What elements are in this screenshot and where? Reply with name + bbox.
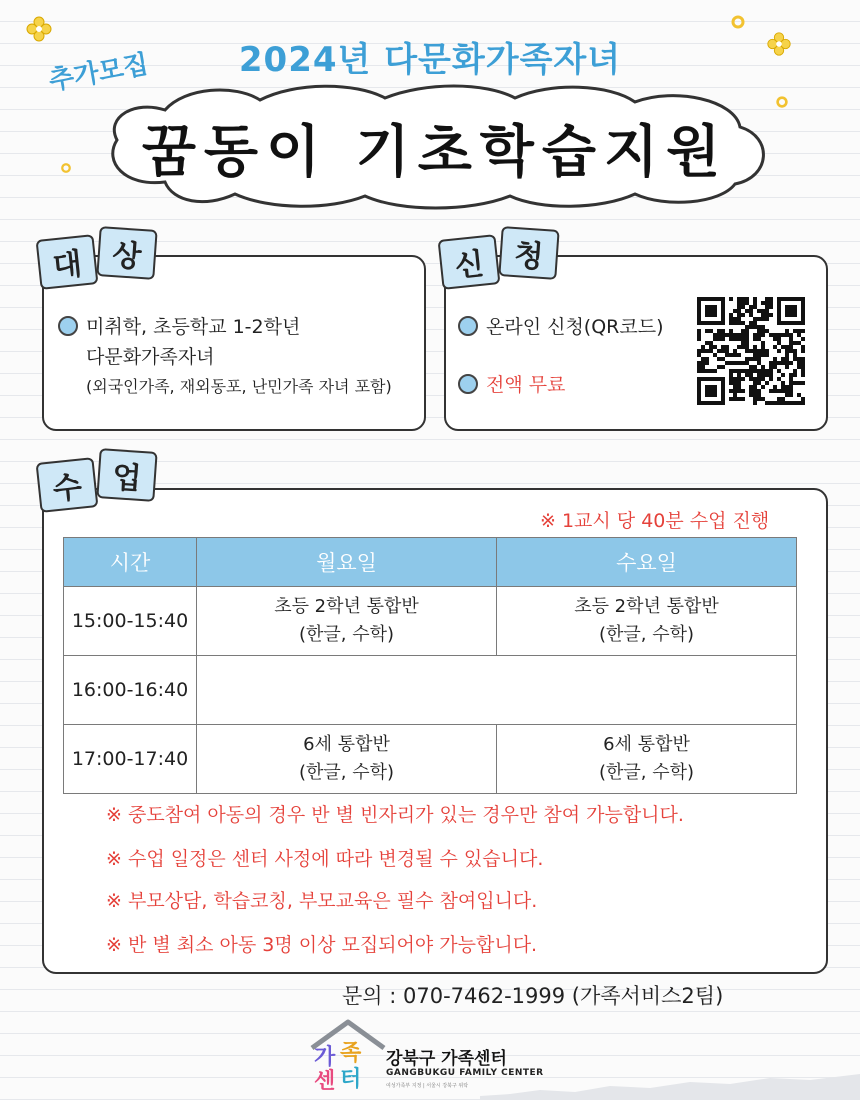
time-cell: 17:00-17:40 [64, 725, 197, 794]
ring-decoration-icon [730, 14, 746, 30]
table-row [64, 656, 797, 725]
notice-minimum-children: ※ 반 별 최소 아동 3명 이상 모집되어야 가능합니다. [106, 934, 538, 956]
wednesday-cell [497, 587, 797, 656]
notice-midway: ※ 중도참여 아동의 경우 반 별 빈자리가 있는 경우만 참여 가능합니다. [106, 804, 684, 826]
monday-cell [197, 725, 497, 794]
class-name: 6세 통합반 [603, 734, 690, 755]
target-tag-char-1: 대 [36, 234, 99, 290]
schedule-table [63, 537, 797, 794]
center-name: 강북구 가족센터 [386, 1049, 507, 1069]
table-row [64, 725, 797, 794]
table-header-row [64, 538, 797, 587]
free-text: 전액 무료 [486, 374, 566, 396]
class-tag-char-1: 수 [36, 457, 99, 513]
logo-char-teo: 터 [340, 1067, 362, 1092]
year-title: 2024년 다문화가족자녀 [238, 40, 622, 80]
class-subjects: (한글, 수학) [598, 624, 695, 645]
empty-cell [197, 656, 797, 725]
logo-char-jok: 족 [340, 1041, 362, 1066]
class-name: 초등 2학년 통합반 [274, 596, 419, 617]
class-subjects: (한글, 수학) [298, 624, 395, 645]
target-grade: 미취학, 초등학교 1-2학년 [86, 316, 301, 338]
time-cell: 16:00-16:40 [64, 656, 197, 725]
header-time: 시간 [64, 538, 197, 587]
online-apply-text: 온라인 신청(QR코드) [486, 316, 664, 338]
class-name: 6세 통합반 [303, 734, 390, 755]
class-subjects: (한글, 수학) [598, 762, 695, 783]
class-name: 초등 2학년 통합반 [574, 596, 719, 617]
wednesday-cell [497, 725, 797, 794]
header-wednesday: 수요일 [497, 538, 797, 587]
apply-tag-char-1: 신 [438, 234, 501, 290]
target-tag-char-2: 상 [96, 226, 157, 280]
ring-decoration-icon [60, 162, 72, 174]
bullet-icon [58, 316, 78, 336]
monday-cell [197, 587, 497, 656]
torn-paper-edge [480, 1072, 860, 1100]
class-tag-char-2: 업 [96, 448, 157, 502]
table-row [64, 587, 797, 656]
class-subjects: (한글, 수학) [298, 762, 395, 783]
header-monday: 월요일 [197, 538, 497, 587]
target-group: 다문화가족자녀 [86, 346, 215, 368]
notice-parent-required: ※ 부모상담, 학습코칭, 부모교육은 필수 참여입니다. [106, 890, 538, 912]
period-note: ※ 1교시 당 40분 수업 진행 [540, 510, 770, 532]
center-fine-print: 여성가족부 지정 | 서울시 강북구 위탁 [386, 1083, 469, 1089]
time-cell: 15:00-15:40 [64, 587, 197, 656]
notice-schedule-change: ※ 수업 일정은 센터 사정에 따라 변경될 수 있습니다. [106, 848, 544, 870]
contact-info: 문의 : 070-7462-1999 (가족서비스2팀) [342, 984, 724, 1008]
target-note: (외국인가족, 재외동포, 난민가족 자녀 포함) [86, 377, 392, 396]
additional-recruitment-label: 추가모집 [46, 49, 151, 97]
center-english-name: GANGBUKGU FAMILY CENTER [386, 1068, 544, 1078]
apply-tag-char-2: 청 [498, 226, 559, 280]
bullet-icon [458, 316, 478, 336]
main-title: 꿈동이 기초학습지원 [141, 120, 729, 185]
logo-char-ga: 가 [314, 1045, 336, 1070]
bullet-icon [458, 374, 478, 394]
ring-decoration-icon [775, 95, 789, 109]
logo-char-sen: 센 [314, 1069, 336, 1094]
qr-code-icon[interactable] [697, 297, 805, 405]
